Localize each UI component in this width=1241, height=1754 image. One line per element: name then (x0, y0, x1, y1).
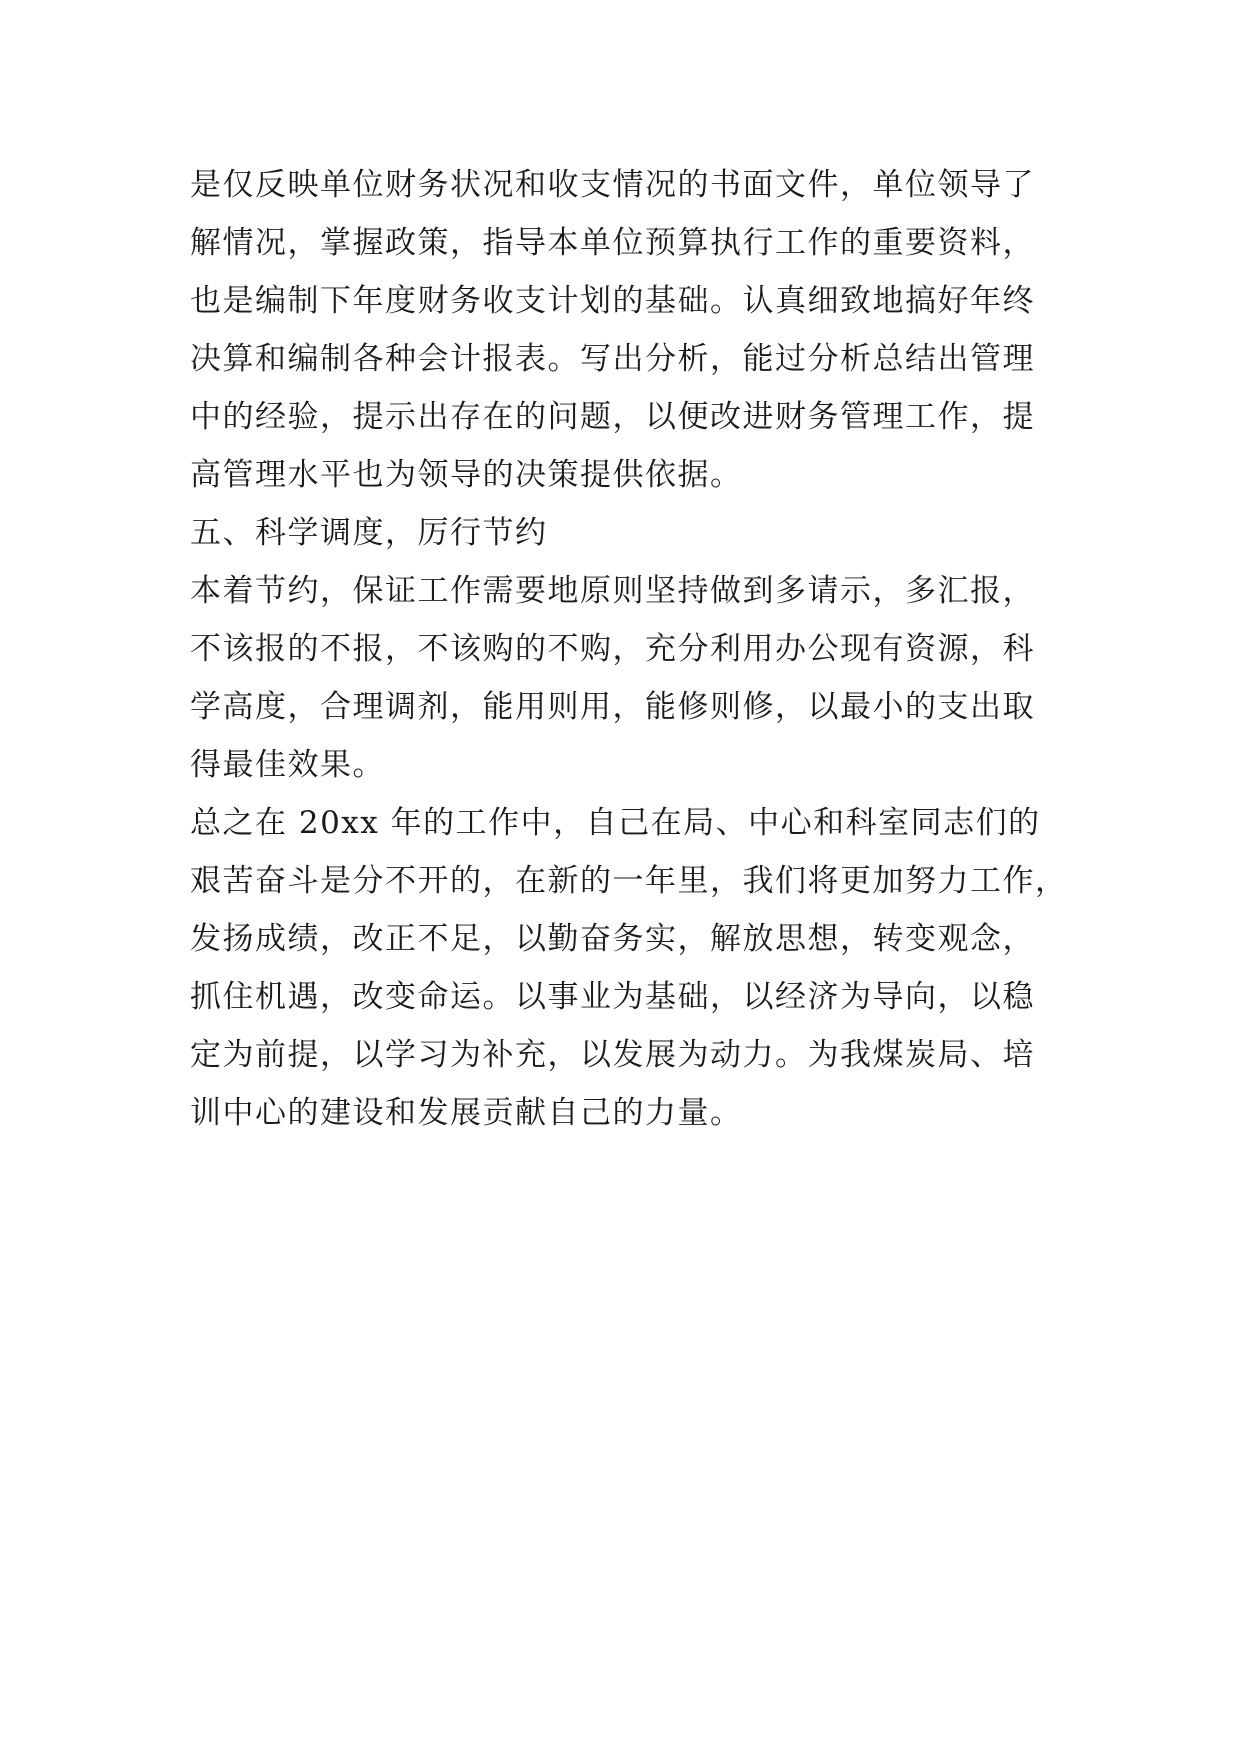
text-line: 训中心的建设和发展贡献自己的力量。 (190, 1095, 743, 1131)
body-text (190, 156, 1090, 1142)
text-line: 本着节约，保证工作需要地原则坚持做到多请示，多汇报， (190, 573, 1035, 609)
text-line: 抓住机遇，改变命运。以事业为基础，以经济为导向，以稳 (190, 979, 1035, 1015)
text-line: 解情况，掌握政策，指导本单位预算执行工作的重要资料， (190, 225, 1035, 261)
text-line: 是仅反映单位财务状况和收支情况的书面文件，单位领导了 (190, 167, 1035, 203)
text-line: 高管理水平也为领导的决策提供依据。 (190, 457, 743, 493)
text-line: 也是编制下年度财务收支计划的基础。认真细致地搞好年终 (190, 283, 1035, 319)
text-line: 定为前提，以学习为补充，以发展为动力。为我煤炭局、培 (190, 1037, 1035, 1073)
text-line: 学高度，合理调剂，能用则用，能修则修，以最小的支出取 (190, 689, 1035, 725)
section-heading: 五、科学调度，厉行节约 (190, 515, 548, 551)
text-line: 决算和编制各种会计报表。写出分析，能过分析总结出管理 (190, 341, 1035, 377)
text-line: 发扬成绩，改正不足，以勤奋务实，解放思想，转变观念， (190, 921, 1035, 957)
text-line: 得最佳效果。 (190, 747, 385, 783)
text-line: 中的经验，提示出存在的问题，以便改进财务管理工作，提 (190, 399, 1035, 435)
text-line: 艰苦奋斗是分不开的，在新的一年里，我们将更加努力工作， (190, 863, 1068, 899)
text-line: 不该报的不报，不该购的不购，充分利用办公现有资源，科 (190, 631, 1035, 667)
text-line: 总之在 20xx 年的工作中，自己在局、中心和科室同志们的 (190, 805, 1041, 841)
